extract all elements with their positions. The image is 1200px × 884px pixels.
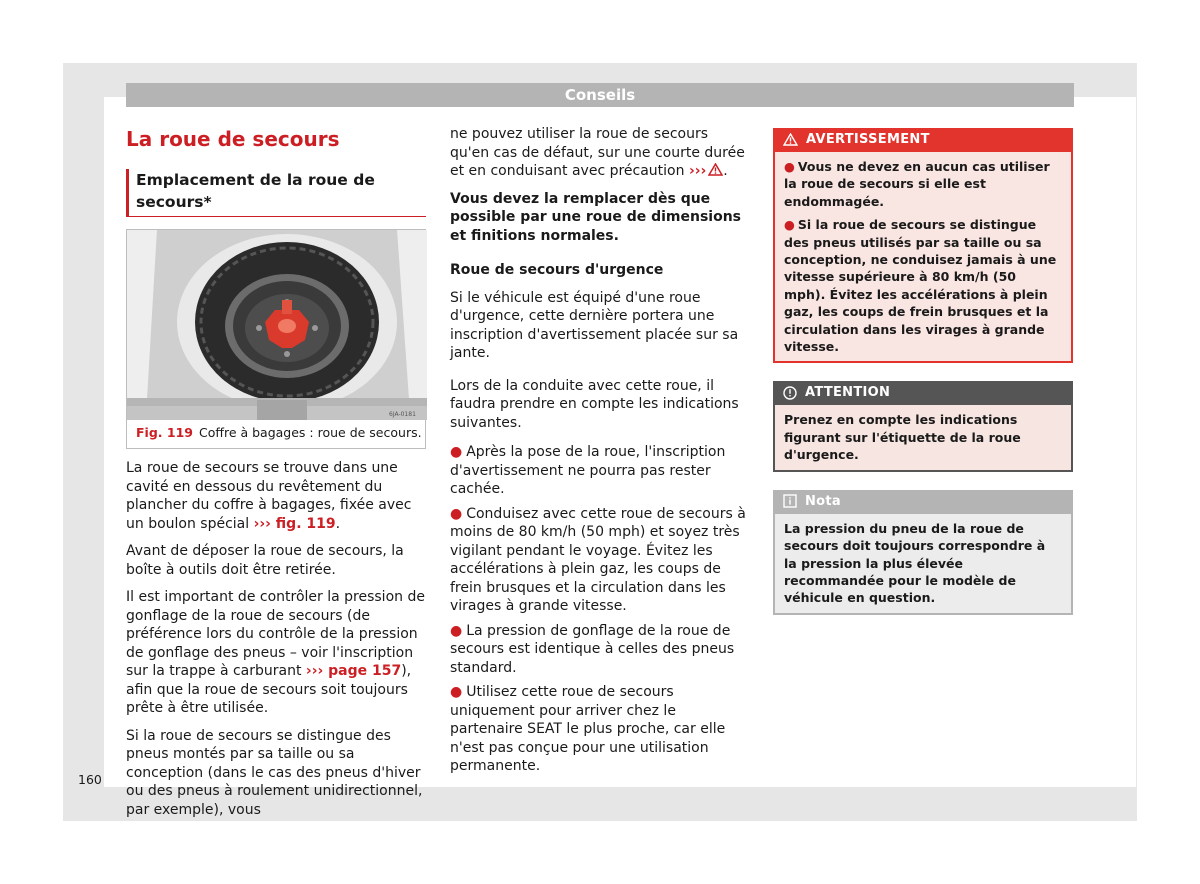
info-square-icon [783, 494, 797, 508]
figure-caption [136, 424, 422, 443]
warning-item-text: Vous ne devez en aucun cas utiliser la roue de secours si elle est endommagée. [784, 159, 1050, 209]
spare-wheel-image [127, 230, 427, 420]
bullet-icon: ● [450, 622, 463, 639]
warning-reference-link[interactable]: ››› [688, 163, 707, 179]
attention-box-body: Prenez en compte les indications figurant sur l'étiquette de la roue d'urgence. [773, 405, 1073, 471]
list-item [450, 622, 750, 678]
attention-title: ATTENTION [805, 385, 891, 401]
list-item [450, 505, 750, 616]
list-item [450, 683, 750, 776]
paragraph-continued [450, 125, 750, 181]
column-left [126, 125, 426, 828]
section-header: Conseils [126, 83, 1074, 107]
warning-title: AVERTISSEMENT [806, 132, 930, 147]
warning-item [784, 216, 1061, 355]
section-subtitle: Emplacement de la roue de secours* [126, 169, 426, 217]
note-box-header [773, 490, 1073, 514]
paragraph-driving: Lors de la conduite avec cette roue, il faudra prendre en compte les indications suivantes. [450, 377, 739, 431]
figure-code: 6JA-0181 [389, 411, 416, 418]
bullet-icon: ● [784, 217, 795, 233]
warning-box [773, 128, 1073, 363]
paragraph-size: Si la roue de secours se distingue des pneus montés par sa taille ou sa conception (dans le cas des pneus d'hiver ou des pneus à roulement unidirectionnel, par exemple), vous [126, 727, 423, 818]
note-box-body: La pression du pneu de la roue de secours doit toujours correspondre à la pression la plus élevée recommandée pour le modèle de véhicule en question. [773, 514, 1073, 615]
paragraph-text: La roue de secours se trouve dans une cavité en dessous du revêtement du plancher du coffre à bagages, fixée avec un boulon spécial [126, 460, 412, 532]
attention-box-header [773, 381, 1073, 405]
paragraph-toolbox: Avant de déposer la roue de secours, la boîte à outils doit être retirée. [126, 543, 404, 578]
paragraph-text: Il est important de contrôler la pression de gonflage de la roue de secours (de préférence lors du contrôle de la pression de gonflage des pneus – voir l'inscription sur la trappe à carburant [126, 589, 425, 679]
paragraph-emergency: Si le véhicule est équipé d'une roue d'urgence, cette dernière portera une inscription d'avertissement placée sur sa jante. [450, 289, 739, 361]
emergency-wheel-heading: Roue de secours d'urgence [450, 262, 664, 278]
page-number: 160 [78, 772, 102, 787]
note-box [773, 490, 1073, 615]
list-item-text: Utilisez cette roue de secours uniquement pour arriver chez le partenaire SEAT le plus proche, car elle n'est pas conçue pour une utilisation permanente. [450, 684, 726, 774]
paragraph-replace: Vous devez la remplacer dès que possible par une roue de dimensions et finitions normales. [450, 190, 742, 244]
bullet-icon: ● [450, 505, 463, 522]
bullet-icon: ● [450, 444, 463, 460]
warning-triangle-icon [783, 133, 798, 146]
warning-item-text: Si la roue de secours se distingue des pneus utilisés par sa taille ou sa conception, ne conduisez jamais à une vitesse supérieure à 80 km/h (50 mph). Évitez les accélérations à plein gaz, les coups de frein brusques et la circulation dans les virages à grande vitesse. [784, 217, 1057, 355]
note-title: Nota [805, 493, 841, 509]
info-circle-icon [783, 386, 797, 400]
paragraph-location [126, 459, 426, 533]
figure-119 [126, 229, 426, 449]
bullet-icon: ● [450, 684, 463, 700]
warning-item [784, 158, 1061, 210]
paragraph-text: ne pouvez utiliser la roue de secours qu'en cas de défaut, sur une courte durée et en conduisant avec précaution [450, 126, 745, 179]
paragraph-text: ), afin que la roue de secours soit toujours prête à être utilisée. [126, 663, 412, 716]
paragraph-end: . [335, 515, 341, 532]
list-item-text: La pression de gonflage de la roue de secours est identique à celles des pneus standard. [450, 622, 735, 676]
bullet-icon: ● [784, 159, 795, 174]
paragraph-pressure [126, 588, 426, 718]
column-right [773, 128, 1073, 633]
warning-box-body [773, 152, 1073, 363]
page-reference-link[interactable]: ››› page 157 [305, 663, 402, 679]
figure-reference-link[interactable]: ››› fig. 119 [253, 515, 336, 532]
page-title: La roue de secours [126, 127, 340, 151]
list-item-text: Après la pose de la roue, l'inscription d'avertissement ne pourra pas rester cachée. [450, 444, 726, 497]
attention-box [773, 381, 1073, 471]
warning-box-header [773, 128, 1073, 152]
figure-label: Fig. 119 [136, 425, 193, 440]
list-item-text: Conduisez avec cette roue de secours à moins de 80 km/h (50 mph) et soyez très vigilant pendant le voyage. Évitez les accélérations à plein gaz, les coups de frein brusques et la circulation dans les virages à grande vitesse. [450, 505, 746, 614]
warning-triangle-icon [708, 163, 723, 176]
list-item [450, 443, 750, 499]
paragraph-end: . [723, 163, 728, 179]
column-middle [450, 125, 750, 782]
figure-caption-text: Coffre à bagages : roue de secours. [198, 425, 422, 440]
spare-wheel-illustration [127, 230, 427, 420]
